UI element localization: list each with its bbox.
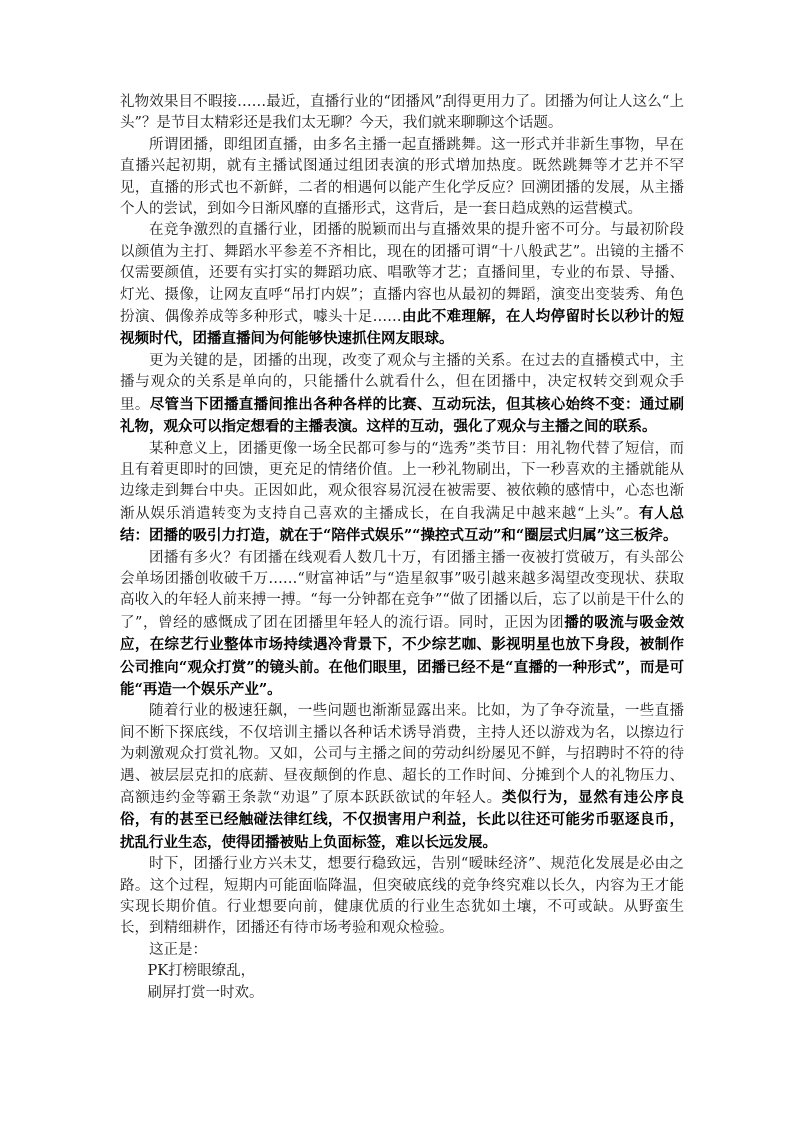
paragraph [120,351,684,439]
article-body [120,92,684,1004]
paragraph-text: 这正是： [149,941,207,958]
paragraph-text: 团播有多火？有团播在线观看人数几十万，有团播主播一夜被打赏破万，有头部公会单场团播创收破千万……“财富神话”与“造星叙事”吸引越来越多渴望改变现状、获取高收入的年轻人前来搏一搏。“每一分钟都在竞争”“做了团播以后，忘了以前是干什么的了”，曾经的感慨成了团在团播里年轻人的流行语。同时，正因为团 [120,549,684,631]
verse-line: 刷屏打赏一时欢。 [147,984,264,1001]
paragraph [120,135,684,221]
paragraph-text: 在竞争激烈的直播行业，团播的脱颖而出与直播效果的提升密不可分。与最初阶段以颜值为主打、舞蹈水平参差不齐相比，现在的团播可谓“十八般武艺”。出镜的主播不仅需要颜值，还要有实打实的舞蹈功底、唱歌等才艺；直播间里，专业的布景、导播、灯光、摄像，让网友直呼“吊打内娱”；直播内容也从最初的舞蹈，演变出变装秀、角色扮演、偶像养成等多种形式，噱头十足…… [120,222,684,326]
paragraph-container [120,92,684,961]
paragraph-text: 所谓团播，即组团直播，由多名主播一起直播跳舞。这一形式并非新生事物，早在直播兴起初期，就有主播试图通过组团表演的形式增加热度。既然跳舞等才艺并不罕见，直播的形式也不新鲜，二者的相遇何以能产生化学反应？回溯团播的发展，从主播个人的尝试，到如今日渐风靡的直播形式，这背后，是一套日趋成熟的运营模式。 [120,136,684,218]
paragraph [120,548,684,702]
highlighted-text: 有人总结：团播的吸引力打造，就在于“陪伴式娱乐”“操控式互动”和“圈层式归属”这三板斧。 [120,504,684,545]
paragraph-text: 某种意义上，团播更像一场全民都可参与的“选秀”类节目：用礼物代替了短信，而且有着更即时的回馈，更充足的情绪价值。上一秒礼物刷出，下一秒喜欢的主播就能从边缘走到舞台中央。正因如此，观众很容易沉浸在被需要、被依赖的感情中，心态也渐渐从娱乐消遣转变为支持自己喜欢的主播成长，在自我满足中越来越“上头”。 [120,440,684,522]
paragraph [120,439,684,548]
highlighted-text: 类似行为，显然有违公序良俗，有的甚至已经触碰法律红线，不仅损害用户利益，长此以往还可能劣币驱逐良币，扰乱行业生态，使得团播被贴上负面标签，难以长远发展。 [120,789,684,851]
paragraph-text: 更为关键的是，团播的出现，改变了观众与主播的关系。在过去的直播模式中，主播与观众的关系是单向的，只能播什么就看什么，但在团播中，决定权转交到观众手里。 [120,352,684,413]
paragraph-text: 礼物效果目不暇接……最近，直播行业的“团播风”刮得更用力了。团播为何让人这么“上头”？是节目太精彩还是我们太无聊？今天，我们就来聊聊这个话题。 [120,94,684,132]
highlighted-text: 播的吸流与吸金效应，在综艺行业整体市场持续遇冷背景下，不少综艺咖、影视明星也放下身段，被制作公司推向“观众打赏”的镜头前。在他们眼里，团播已经不是“直播的一种形式”，而是可能“再造一个娱乐产业”。 [120,613,685,698]
paragraph-text: 随着行业的极速狂飙，一些问题也渐渐显露出来。比如，为了争夺流量，一些直播间不断下探底线，不仅培训主播以各种话术诱导消费，主持人还以游戏为名，以擦边行为刺激观众打赏礼物。又如，公司与主播之间的劳动纠纷屡见不鲜，与招聘时不符的待遇、被层层克扣的底薪、昼夜颠倒的作息、超长的工作时间、分摊到个人的礼物压力、高额违约金等霸王条款“劝退”了原本跃跃欲试的年轻人。 [120,703,684,806]
verse-line: PK打榜眼缭乱， [147,963,256,980]
highlighted-text: 由此不难理解，在人均停留时长以秒计的短视频时代，团播直播间为何能够快速抓住网友眼球。 [120,308,685,348]
closing-verse [120,961,684,1004]
paragraph [120,940,684,961]
paragraph [120,854,684,940]
paragraph [120,92,684,135]
paragraph-text: 时下，团播行业方兴未艾，想要行稳致远，告别“暧昧经济”、规范化发展是必由之路。这个过程，短期内可能面临降温，但突破底线的竞争终究难以长久，内容为王才能实现长期价值。行业想要向前，健康优质的行业生态犹如土壤，不可或缺。从野蛮生长，到精细耕作，团播还有待市场考验和观众检验。 [120,856,684,937]
paragraph [120,701,684,854]
highlighted-text: 尽管当下团播直播间推出各种各样的比赛、互动玩法，但其核心始终不变：通过刷礼物，观众可以指定想看的主播表演。这样的互动，强化了观众与主播之间的联系。 [120,395,684,436]
paragraph [120,220,684,350]
